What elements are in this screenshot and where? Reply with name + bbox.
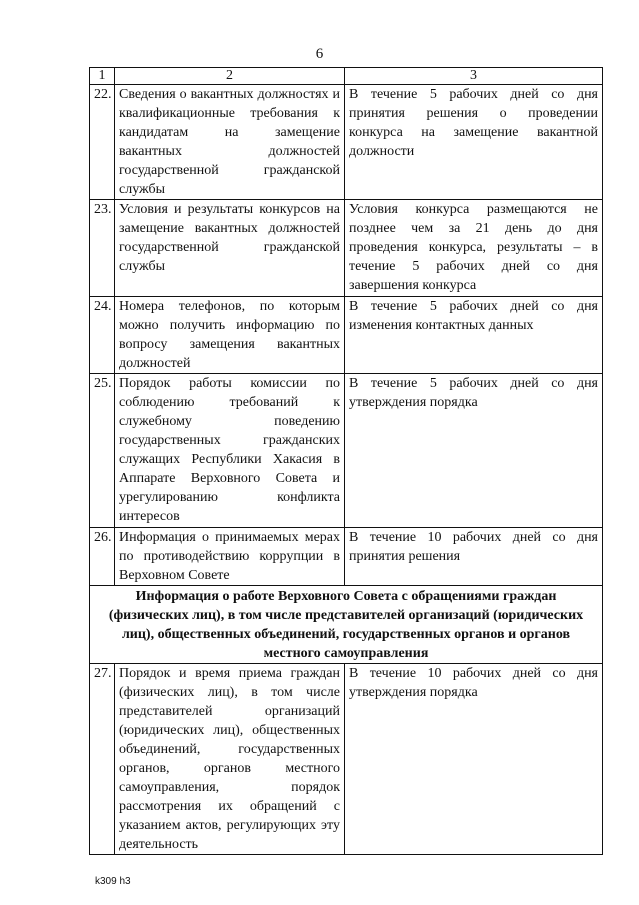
row-number: 23.	[90, 200, 115, 297]
row-number: 25.	[90, 374, 115, 528]
term-cell: В течение 5 рабочих дней со дня принятия решения о проведении конкурса на замещение вакантной должности	[345, 85, 603, 200]
term-cell: В течение 5 рабочих дней со дня изменения контактных данных	[345, 297, 603, 374]
row-number: 24.	[90, 297, 115, 374]
term-cell: Условия конкурса размещаются не позднее чем за 21 день до дня проведения конкурса, результаты – в течение 5 рабочих дней со дня завершения конкурса	[345, 200, 603, 297]
column-header-3: 3	[345, 68, 603, 85]
info-cell: Номера телефонов, по которым можно получить информацию по вопросу замещения вакантных должностей	[115, 297, 345, 374]
table-row	[90, 297, 603, 374]
table-row	[90, 664, 603, 855]
info-cell: Сведения о вакантных должностях и квалификационные требования к кандидатам на замещение вакантных должностей государственной гражданской службы	[115, 85, 345, 200]
section-heading: Информация о работе Верховного Совета с обращениями граждан (физических лиц), в том числе представителей организаций (юридических лиц), общественных объединений, государственных органов и органов местного самоуправления	[90, 586, 603, 664]
footer-code: k309 h3	[95, 876, 131, 887]
table-row	[90, 528, 603, 586]
info-cell: Условия и результаты конкурсов на замещение вакантных должностей государственной гражданской службы	[115, 200, 345, 297]
info-cell: Порядок работы комиссии по соблюдению требований к служебному поведению государственных гражданских служащих Республики Хакасия в Аппарате Верховного Совета и урегулированию конфликта интересов	[115, 374, 345, 528]
section-heading-row	[90, 586, 603, 664]
row-number: 22.	[90, 85, 115, 200]
row-number: 26.	[90, 528, 115, 586]
table-header-row	[90, 68, 603, 85]
row-number: 27.	[90, 664, 115, 855]
table-row	[90, 200, 603, 297]
table-row	[90, 374, 603, 528]
info-cell: Порядок и время приема граждан (физических лиц), в том числе представителей организаций (юридических лиц), общественных объединений, государственных органов, органов местного самоуправления, порядок рассмотрения их обращений с указанием актов, регулирующих эту деятельность	[115, 664, 345, 855]
term-cell: В течение 10 рабочих дней со дня принятия решения	[345, 528, 603, 586]
document-table	[89, 67, 603, 855]
column-header-2: 2	[115, 68, 345, 85]
table-row	[90, 85, 603, 200]
term-cell: В течение 5 рабочих дней со дня утверждения порядка	[345, 374, 603, 528]
page-number: 6	[315, 46, 324, 62]
column-header-1: 1	[90, 68, 115, 85]
info-cell: Информация о принимаемых мерах по противодействию коррупции в Верховном Совете	[115, 528, 345, 586]
term-cell: В течение 10 рабочих дней со дня утверждения порядка	[345, 664, 603, 855]
